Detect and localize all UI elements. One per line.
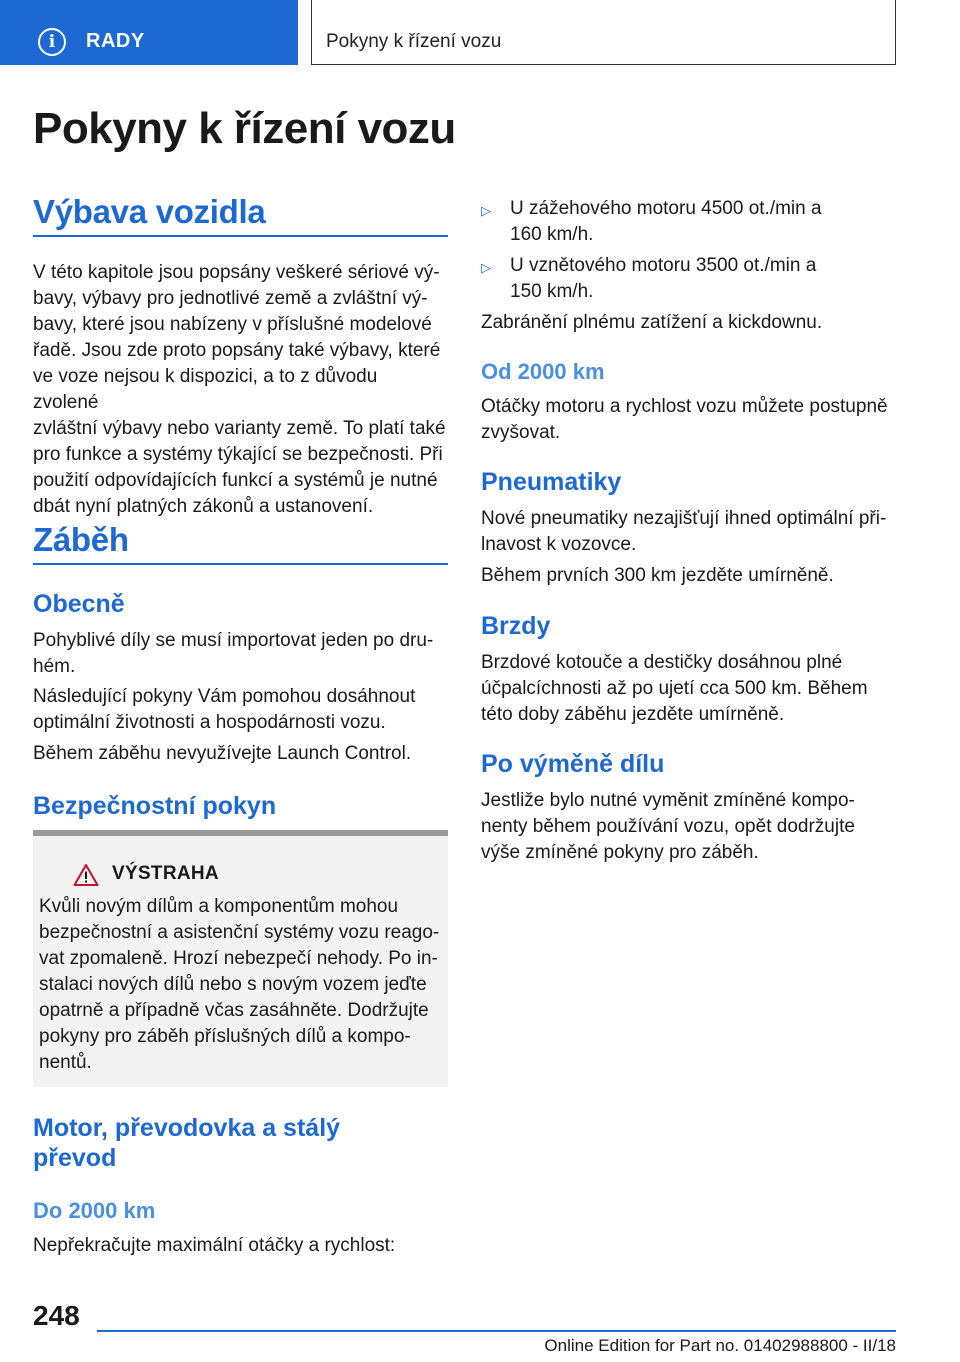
text-line: Jestliže bylo nutné vyměnit zmíněné kompo- [481, 790, 855, 811]
text-line: řadě. Jsou zde proto popsány také výbavy, které [33, 340, 441, 361]
text-line: ve voze nejsou k dispozici, a to z důvodu zvolené [33, 366, 378, 413]
heading-pneumatiky: Pneumatiky [481, 468, 622, 496]
header-section-box [311, 0, 896, 65]
od-2000-text [481, 394, 901, 446]
heading-bezpecnost: Bezpečnostní pokyn [33, 792, 277, 820]
page-title: Pokyny k řízení vozu [33, 104, 456, 153]
do-2000-text: Nepřekračujte maximální otáčky a rychlost: [33, 1235, 396, 1256]
text-line: stalaci nových dílů nebo s novým vozem jeďte [39, 974, 427, 995]
zabraneni-text: Zabránění plnému zatížení a kickdownu. [481, 312, 823, 333]
footer-rule [97, 1330, 896, 1332]
text-line: účpalcíchnosti až po ujetí cca 500 km. Během [481, 678, 868, 699]
info-icon: i [38, 28, 66, 56]
text-line: této doby záběhu jezděte umírněně. [481, 704, 785, 725]
triangle-bullet-icon: ▷ [481, 260, 491, 275]
warning-triangle-icon [73, 863, 99, 887]
text-line: opatrně a případně včas zasáhněte. Dodržujte [39, 1000, 429, 1021]
text-line: U zážehového motoru 4500 ot./min a [510, 198, 822, 219]
text-line: pro funkce a systémy týkající se bezpečnosti. Při [33, 444, 443, 465]
text-line: Pohyblivé díly se musí importovat jeden po dru- [33, 630, 434, 651]
text-line: vat zpomaleně. Hrozí nebezpečí nehody. Po in- [39, 948, 438, 969]
obecne-paragraph-1 [33, 628, 448, 680]
brzdy-paragraph [481, 650, 901, 728]
pneumatiky-paragraph-1 [481, 506, 901, 558]
heading-po-vymene-dilu: Po výměně dílu [481, 750, 665, 778]
text-line: bavy, výbavy pro jednotlivé země a zvláštní vý- [33, 288, 428, 309]
text-line: 160 km/h. [510, 224, 594, 245]
heading-line: Motor, převodovka a stálý [33, 1114, 341, 1142]
text-line: použití odpovídajících funkcí a systémů je nutné [33, 470, 438, 491]
header-section-title: Pokyny k řízení vozu [326, 31, 502, 52]
text-line: Kvůli novým dílům a komponentům mohou [39, 896, 399, 917]
text-line: zvyšovat. [481, 422, 561, 443]
text-line: pokyny pro záběh příslušných dílů a kompo- [39, 1026, 411, 1047]
text-line: Nové pneumatiky nezajišťují ihned optimální při- [481, 508, 887, 529]
heading-brzdy: Brzdy [481, 612, 551, 640]
page-number: 248 [33, 1300, 80, 1331]
heading-motor [33, 1113, 340, 1173]
list-item [481, 253, 901, 305]
text-line: výše zmíněné pokyny pro záběh. [481, 842, 759, 863]
heading-line: převod [33, 1144, 117, 1172]
triangle-bullet-icon: ▷ [481, 203, 491, 218]
heading-rule [33, 235, 448, 237]
text-line: nentů. [39, 1052, 92, 1073]
heading-vybava: Výbava vozidla [33, 193, 266, 230]
text-line: nenty během používání vozu, opět dodržujte [481, 816, 855, 837]
text-line: Otáčky motoru a rychlost vozu můžete postupně [481, 396, 888, 417]
heading-rule [33, 563, 448, 565]
pneumatiky-paragraph-2: Během prvních 300 km jezděte umírněně. [481, 565, 834, 586]
vymena-paragraph [481, 788, 901, 866]
footer-edition: Online Edition for Part no. 01402988800 - II/18 [544, 1336, 896, 1355]
text-line: Brzdové kotouče a destičky dosáhnou plné [481, 652, 843, 673]
text-line: dbát nyní platných zákonů a ustanovení. [33, 496, 374, 517]
warning-text [39, 894, 444, 1076]
heading-obecne: Obecně [33, 590, 125, 618]
vybava-paragraph [33, 260, 448, 520]
text-line: bavy, které jsou nabízeny v příslušné modelové [33, 314, 432, 335]
header-tab[interactable] [0, 0, 298, 65]
obecne-paragraph-3: Během záběhu nevyužívejte Launch Control. [33, 743, 412, 764]
text-line: Následující pokyny Vám pomohou dosáhnout [33, 686, 416, 707]
text-line: lnavost k vozovce. [481, 534, 637, 555]
text-line: optimální životnosti a hospodárnosti vozu. [33, 712, 386, 733]
text-line: hém. [33, 656, 76, 677]
text-line: bezpečnostní a asistenční systémy vozu reago- [39, 922, 440, 943]
warning-box [33, 830, 448, 1087]
obecne-paragraph-2 [33, 684, 448, 736]
text-line: U vznětového motoru 3500 ot./min a [510, 255, 817, 276]
header-tab-label: RADY [86, 30, 145, 52]
text-line: zvláštní výbavy nebo varianty země. To platí také [33, 418, 446, 439]
text-line: 150 km/h. [510, 281, 594, 302]
text-line: V této kapitole jsou popsány veškeré sériové vý- [33, 262, 440, 283]
warning-title: VÝSTRAHA [112, 863, 219, 884]
heading-zabeh: Záběh [33, 521, 129, 558]
heading-od-2000-km: Od 2000 km [481, 359, 605, 384]
list-item [481, 196, 901, 248]
heading-do-2000-km: Do 2000 km [33, 1198, 156, 1223]
